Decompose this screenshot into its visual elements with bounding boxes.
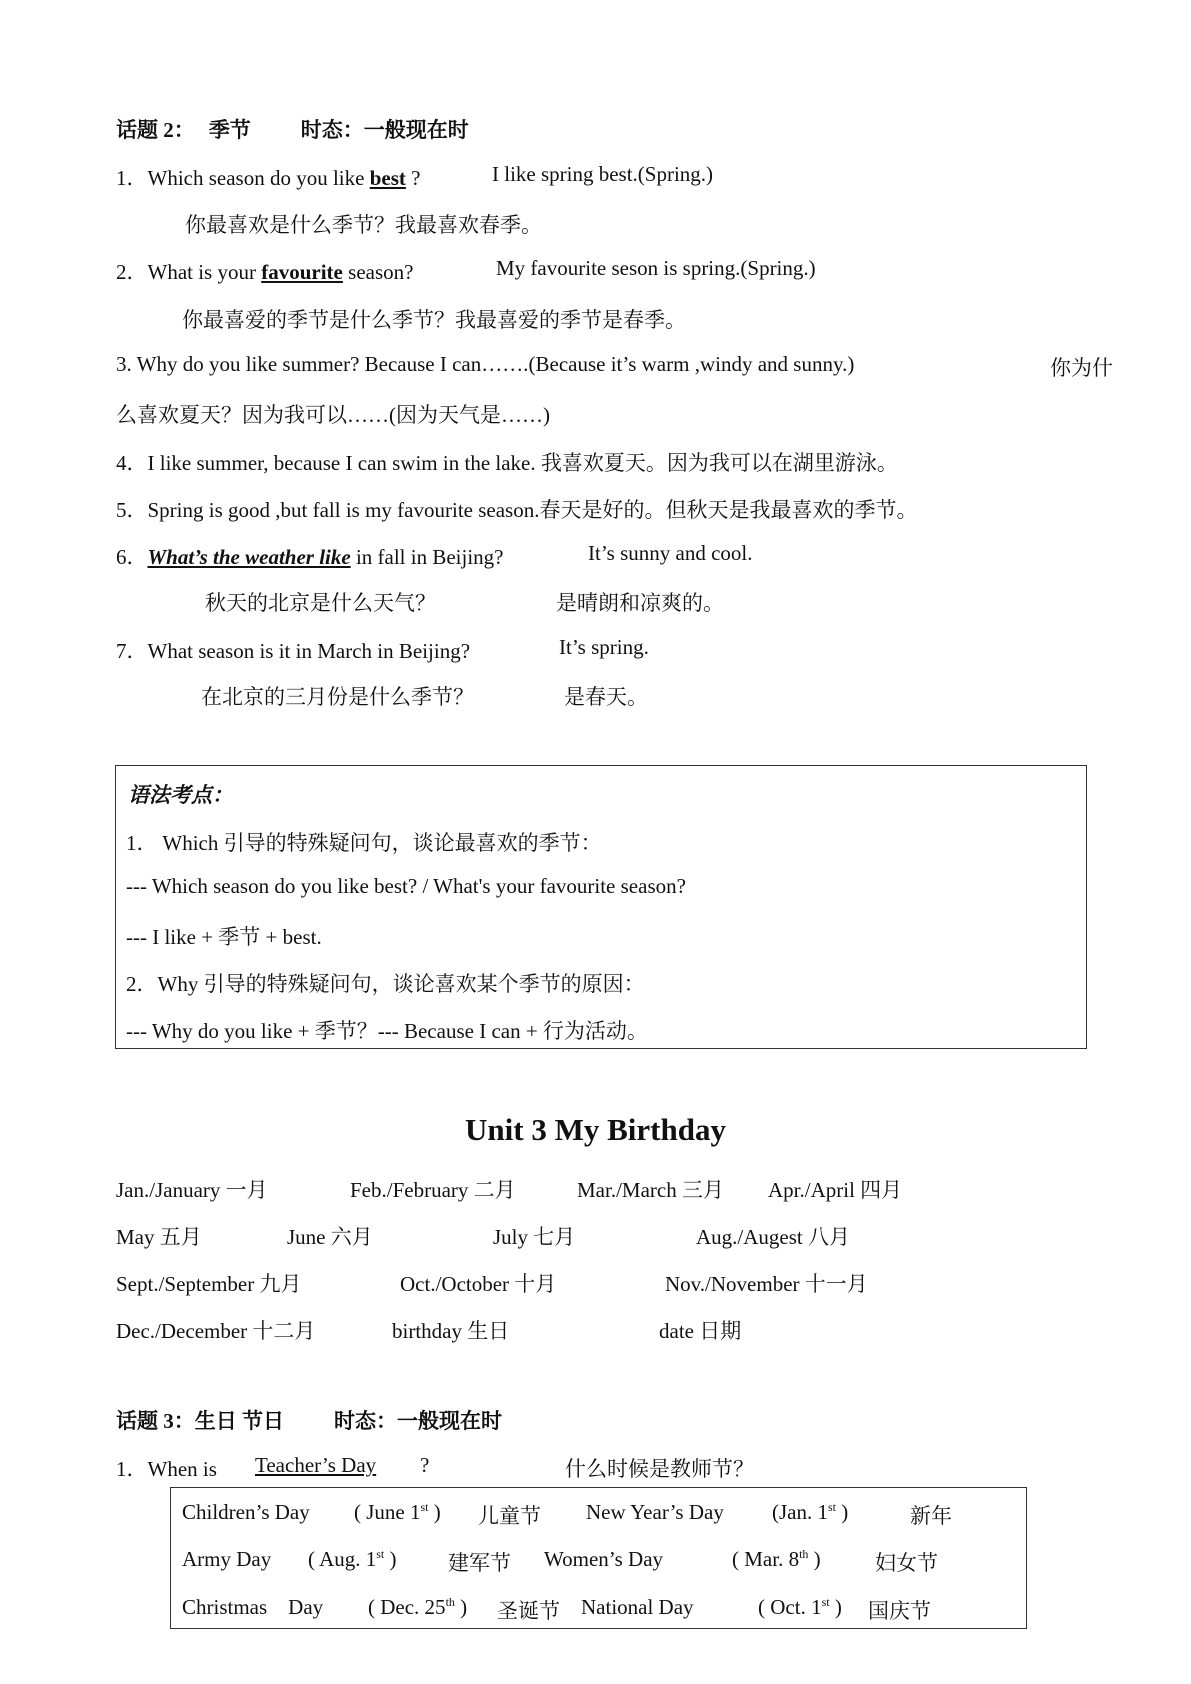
q6-cn-a: 是晴朗和凉爽的。 (556, 591, 724, 615)
holiday-date (772, 1500, 848, 1525)
tense-label: 时态：一般现在时 (300, 118, 469, 142)
holiday-date (732, 1547, 821, 1572)
holiday-date (308, 1547, 397, 1572)
month-item: Feb./February 二月 (350, 1178, 516, 1202)
keyword: favourite (261, 260, 343, 284)
topic-name: 季节 (208, 118, 251, 142)
holiday-name: New Year’s Day (586, 1500, 724, 1524)
date-text: ) (829, 1595, 842, 1619)
month-item: Apr./April 四月 (768, 1178, 903, 1202)
month-item: Mar./March 三月 (577, 1178, 724, 1202)
holiday-name: Women’s Day (544, 1547, 664, 1571)
q7-line: 7．What season is it in March in Beijing? (116, 639, 471, 663)
date-suffix: st (376, 1547, 385, 1561)
q7-cn-q: 在北京的三月份是什么季节？ (201, 685, 474, 709)
date-suffix: st (821, 1595, 830, 1609)
holiday-cn: 建军节 (448, 1551, 511, 1575)
grammar-title: 语法考点： (128, 783, 233, 807)
q-text: Which season do you like (147, 166, 370, 190)
date-text: ( Aug. 1 (308, 1547, 377, 1571)
grammar-line: 2．Why 引导的特殊疑问句，谈论喜欢某个季节的原因： (126, 972, 645, 996)
grammar-line: --- Which season do you like best? / What's your favourite season? (126, 874, 686, 898)
date-text: ) (454, 1595, 468, 1619)
q1-answer: I like spring best.(Spring.) (492, 162, 714, 186)
q3-line1-cn: 你为什 (1050, 356, 1113, 380)
holiday-cn: 新年 (910, 1504, 952, 1528)
t3-q1-label: 1．When is (116, 1457, 217, 1481)
t3-q1-cn: 什么时候是教师节？ (565, 1457, 754, 1481)
month-item: June 六月 (287, 1225, 373, 1249)
q6-answer: It’s sunny and cool. (588, 541, 753, 565)
month-item: Oct./October 十月 (400, 1272, 557, 1296)
grammar-line: --- Why do you like + 季节？--- Because I can + 行为活动。 (126, 1019, 648, 1043)
topic2-heading (116, 114, 469, 144)
q6-cn-q: 秋天的北京是什么天气？ (205, 591, 436, 615)
q4-line: 4．I like summer, because I can swim in the lake. 我喜欢夏天。因为我可以在湖里游泳。 (116, 451, 898, 475)
holiday-cn: 圣诞节 (497, 1599, 560, 1623)
date-text: (Jan. 1 (772, 1500, 828, 1524)
date-text: ) (384, 1547, 397, 1571)
q7-answer: It’s spring. (559, 635, 649, 659)
keyword: What’s the weather like (147, 545, 351, 569)
month-item: Dec./December 十二月 (116, 1319, 316, 1343)
q5-line: 5．Spring is good ,but fall is my favourite season.春天是好的。但秋天是我最喜欢的季节。 (116, 498, 918, 522)
topic-label: 话题 2： (116, 118, 195, 142)
grammar-line: 1． Which 引导的特殊疑问句，谈论最喜欢的季节： (126, 831, 602, 855)
holiday-name: Army Day (182, 1547, 272, 1571)
topic3-heading (116, 1405, 502, 1435)
date-text: ) (428, 1500, 441, 1524)
vocab-item: birthday 生日 (392, 1319, 510, 1343)
grammar-box (115, 765, 1087, 1049)
holiday-cn: 儿童节 (478, 1504, 541, 1528)
holiday-name: National Day (581, 1595, 694, 1619)
month-item: Aug./Augest 八月 (696, 1225, 850, 1249)
date-text: ( Mar. 8 (732, 1547, 800, 1571)
holiday-cn: 国庆节 (868, 1599, 931, 1623)
date-suffix: st (420, 1500, 429, 1514)
q1-line (116, 162, 420, 192)
date-suffix: st (828, 1500, 837, 1514)
date-text: ) (808, 1547, 821, 1571)
holiday-date (758, 1595, 842, 1620)
holiday-name: Children’s Day (182, 1500, 310, 1524)
date-text: ( June 1 (354, 1500, 421, 1524)
q-num: 1． (116, 166, 148, 190)
month-item: Sept./September 九月 (116, 1272, 302, 1296)
holiday-cn: 妇女节 (875, 1551, 938, 1575)
month-item: May 五月 (116, 1225, 202, 1249)
q-text: season? (342, 260, 414, 284)
q2-cn: 你最喜爱的季节是什么季节？我最喜爱的季节是春季。 (182, 308, 686, 332)
grammar-line: --- I like + 季节 + best. (126, 925, 322, 949)
q-text: ? (405, 166, 421, 190)
holiday-date (368, 1595, 467, 1620)
t3-q1-qmark: ? (420, 1453, 430, 1477)
q2-answer: My favourite seson is spring.(Spring.) (496, 256, 816, 280)
tense-label: 时态：一般现在时 (334, 1409, 502, 1433)
topic-label: 话题 3：生日 节日 (116, 1409, 284, 1433)
q1-cn: 你最喜欢是什么季节？我最喜欢春季。 (185, 213, 542, 237)
q-text: What is your (147, 260, 262, 284)
q7-cn-a: 是春天。 (564, 685, 648, 709)
date-text: ( Oct. 1 (758, 1595, 822, 1619)
month-item: July 七月 (493, 1225, 576, 1249)
keyword: best (369, 166, 406, 190)
unit-title: Unit 3 My Birthday (465, 1112, 726, 1147)
q3-line2: 么喜欢夏天？因为我可以……(因为天气是……) (116, 403, 550, 427)
q6-line (116, 541, 504, 571)
vocab-item: date 日期 (659, 1319, 742, 1343)
month-item: Nov./November 十一月 (665, 1272, 868, 1296)
q-num: 2． (116, 260, 148, 284)
holiday-name: Christmas Day (182, 1595, 324, 1619)
date-suffix: th (799, 1547, 809, 1561)
date-suffix: th (445, 1595, 455, 1609)
date-text: ) (836, 1500, 849, 1524)
q-num: 6． (116, 545, 148, 569)
q-text: in fall in Beijing? (350, 545, 504, 569)
holiday-date (354, 1500, 441, 1525)
q2-line (116, 256, 413, 286)
t3-q1-blank: Teacher’s Day (255, 1453, 377, 1477)
month-item: Jan./January 一月 (116, 1178, 268, 1202)
q3-line1: 3. Why do you like summer? Because I can…….(Because it’s warm ,windy and sunny.) (116, 352, 855, 376)
date-text: ( Dec. 25 (368, 1595, 446, 1619)
